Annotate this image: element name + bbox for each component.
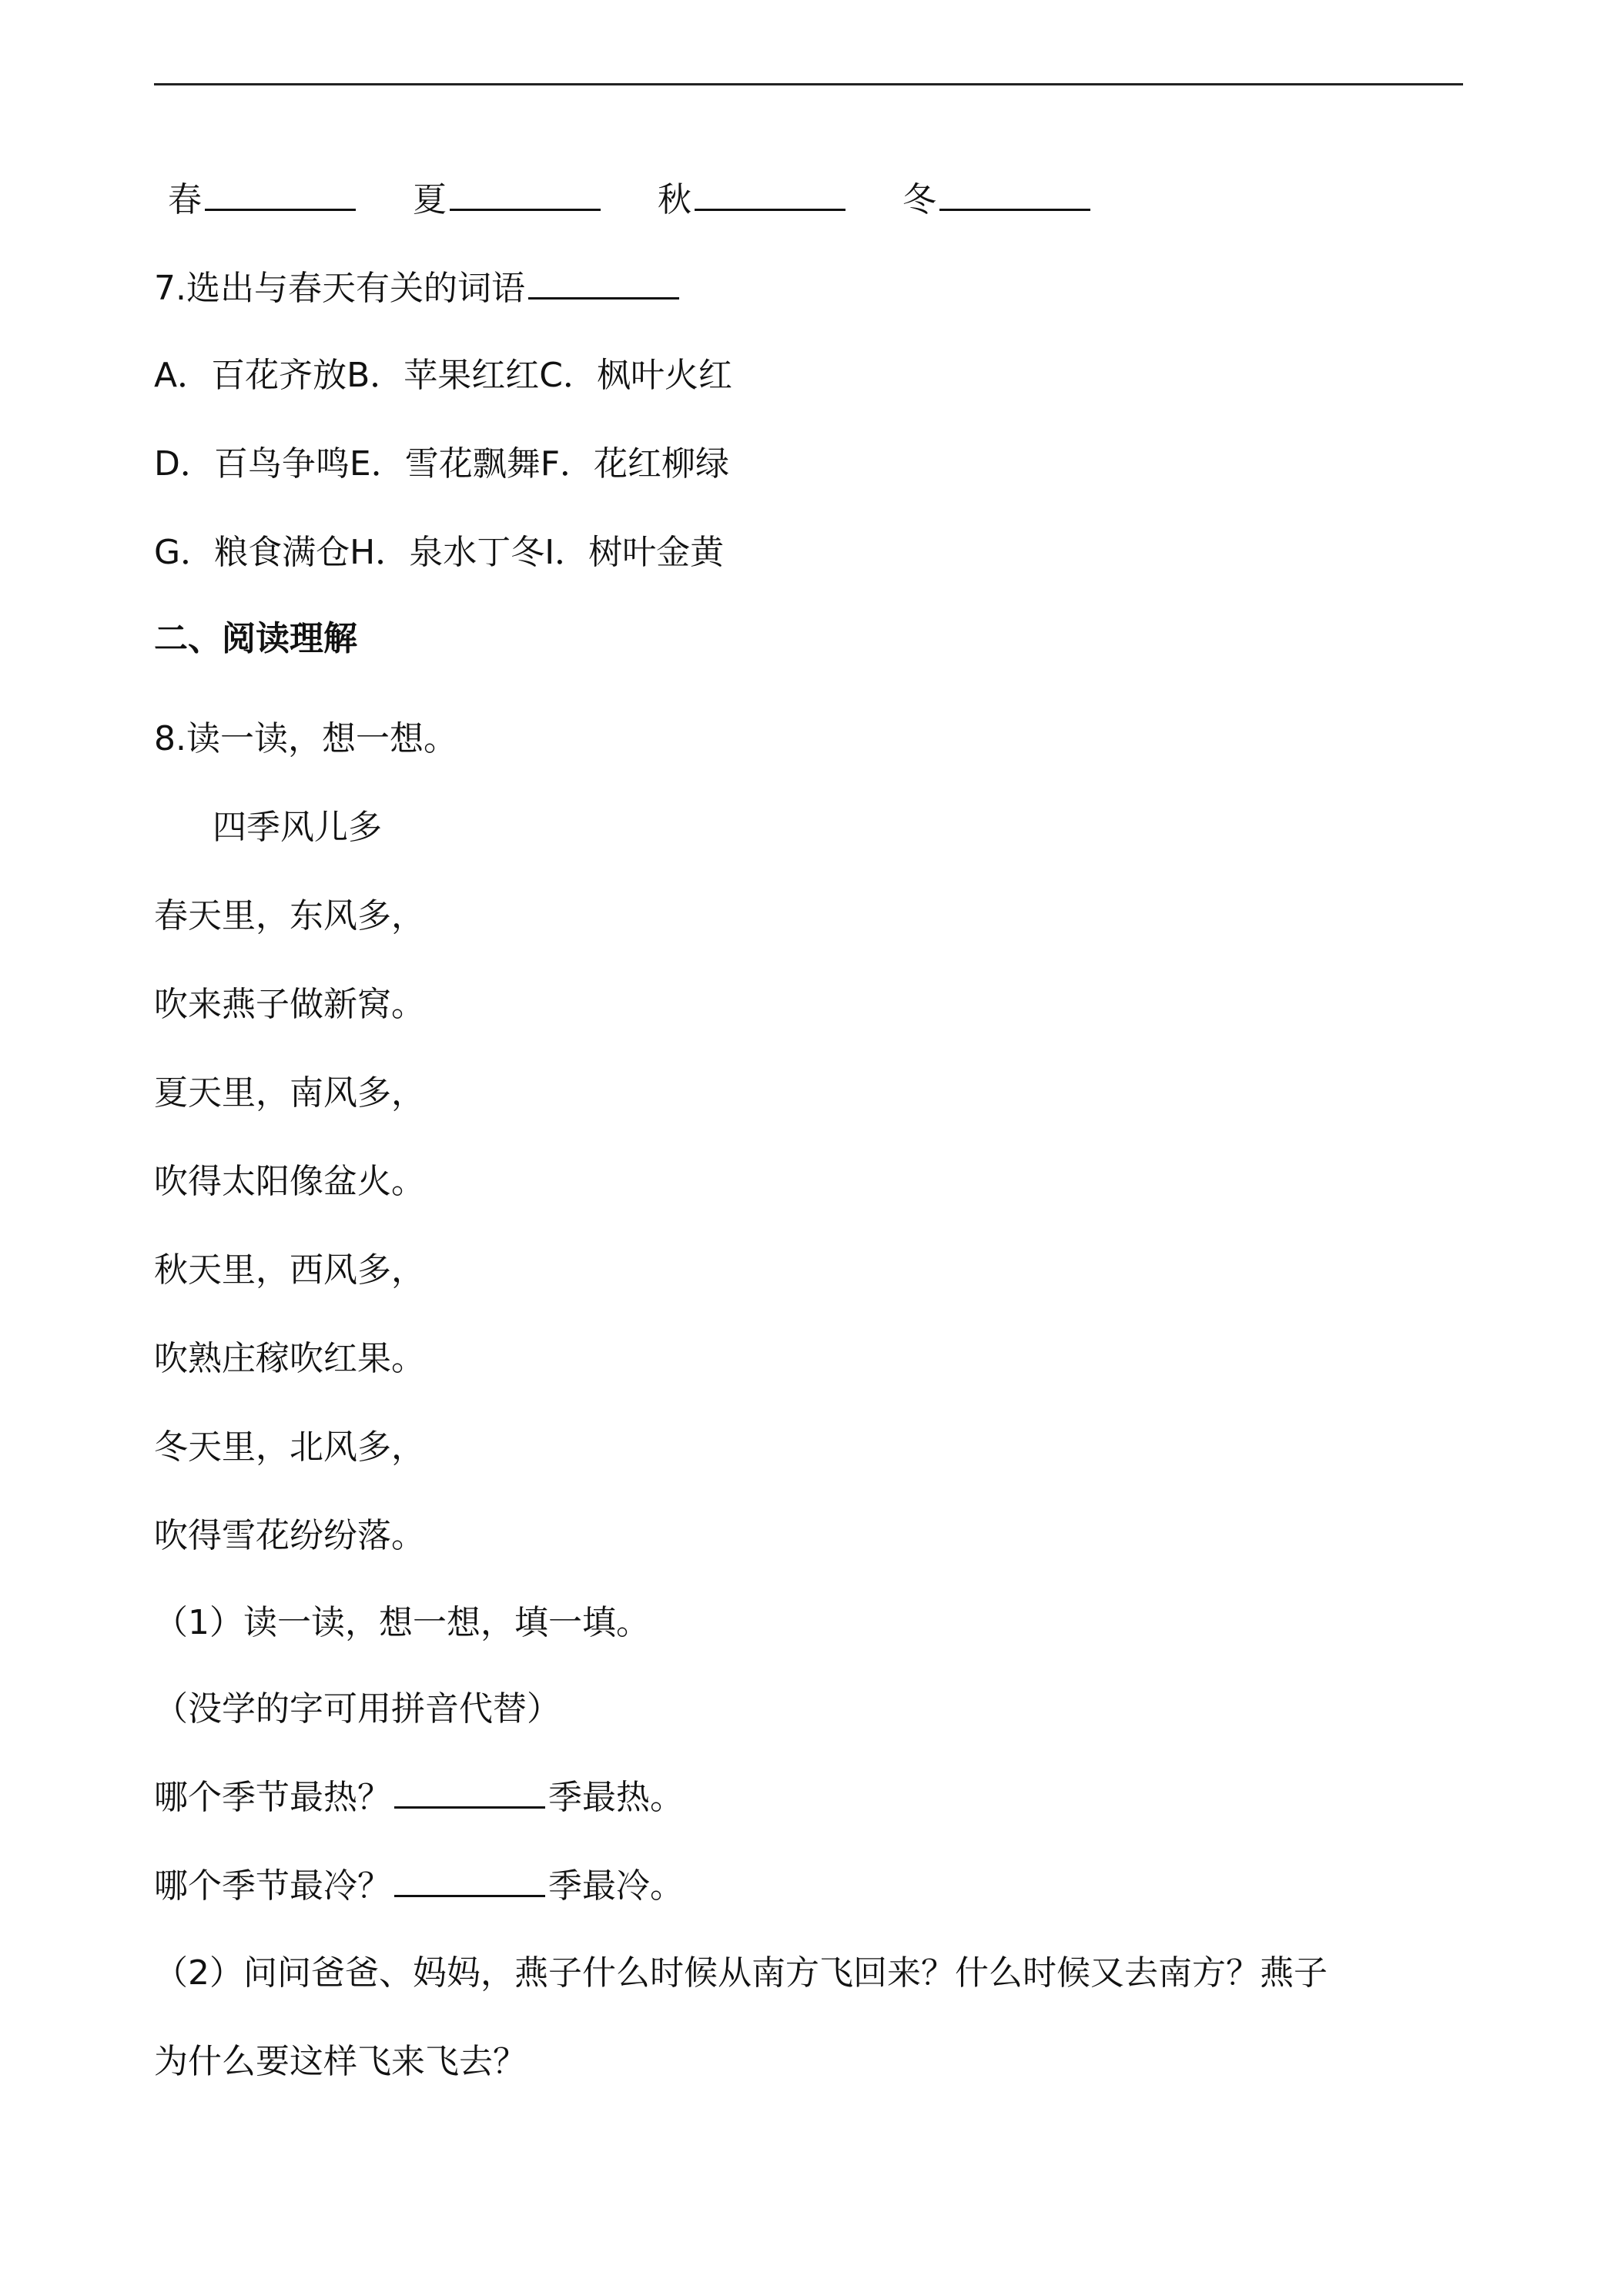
q7-option-a[interactable]: A．百花齐放	[154, 356, 347, 395]
hot-suffix: 季最热。	[548, 1778, 684, 1817]
q7-option-f[interactable]: F．花红柳绿	[540, 444, 730, 484]
spring-blank[interactable]	[205, 178, 356, 211]
q7-options-row-2	[154, 441, 729, 487]
q7-answer-blank[interactable]	[528, 266, 679, 300]
season-winter: 冬	[902, 180, 936, 219]
poem-line: 春天里，东风多，	[154, 896, 425, 935]
q7-option-d[interactable]: D．百鸟争鸣	[154, 444, 350, 484]
poem-line: 吹来燕子做新窝。	[154, 985, 425, 1024]
season-summer: 夏	[413, 180, 447, 219]
autumn-blank[interactable]	[695, 178, 845, 211]
hot-question: 哪个季节最热？	[154, 1778, 391, 1817]
poem-line: 夏天里，南风多，	[154, 1073, 425, 1113]
hot-answer-blank[interactable]	[394, 1776, 545, 1809]
q7-options-row-3	[154, 530, 724, 576]
q7-option-b[interactable]: B．苹果红红	[347, 356, 540, 395]
hot-question-line	[154, 1775, 684, 1821]
cold-question: 哪个季节最冷？	[154, 1866, 391, 1906]
header-rule	[154, 83, 1463, 85]
q7-options-row-1	[154, 353, 732, 399]
q7-prompt: 7.选出与春天有关的词语	[154, 269, 525, 308]
section2-title: 二、阅读理解	[154, 619, 357, 658]
cold-suffix: 季最冷。	[548, 1866, 684, 1906]
sub1-note: （没学的字可用拼音代替）	[154, 1689, 561, 1729]
seasons-fill-row	[168, 177, 1093, 223]
sub2-line-2: 为什么要这样飞来飞去？	[154, 2042, 527, 2081]
sub1-title: （1）读一读，想一想，填一填。	[154, 1603, 650, 1642]
summer-blank[interactable]	[450, 178, 601, 211]
q7-option-g[interactable]: G．粮食满仓	[154, 533, 350, 572]
q7-option-e[interactable]: E．雪花飘舞	[349, 444, 541, 484]
poem-line: 吹得雪花纷纷落。	[154, 1516, 425, 1555]
season-spring: 春	[168, 180, 202, 219]
poem-line: 秋天里，西风多，	[154, 1250, 425, 1290]
sub2-line-1: （2）问问爸爸、妈妈，燕子什么时候从南方飞回来？什么时候又去南方？燕子	[154, 1953, 1328, 1993]
cold-question-line	[154, 1863, 684, 1909]
poem-line: 吹熟庄稼吹红果。	[154, 1339, 425, 1378]
q7-option-h[interactable]: H．泉水丁冬	[350, 533, 545, 572]
poem-title: 四季风儿多	[213, 808, 382, 847]
q7-prompt-line	[154, 266, 682, 312]
q8-prompt: 8.读一读，想一想。	[154, 719, 457, 758]
poem-line: 吹得太阳像盆火。	[154, 1162, 425, 1201]
poem-line: 冬天里，北风多，	[154, 1427, 425, 1467]
q7-option-i[interactable]: I．树叶金黄	[544, 533, 725, 572]
cold-answer-blank[interactable]	[394, 1864, 545, 1897]
season-autumn: 秋	[658, 180, 691, 219]
q7-option-c[interactable]: C．枫叶火红	[539, 356, 733, 395]
winter-blank[interactable]	[939, 178, 1090, 211]
